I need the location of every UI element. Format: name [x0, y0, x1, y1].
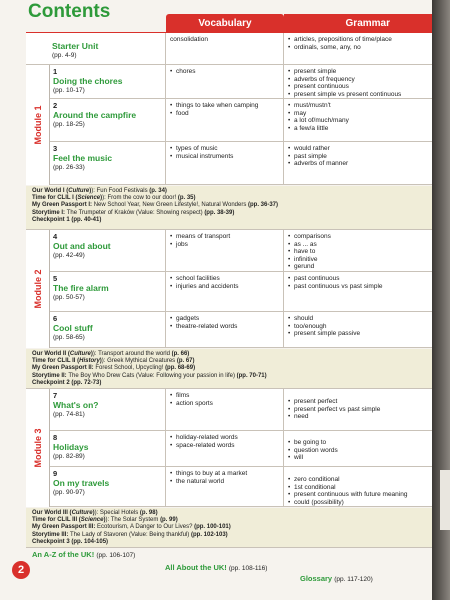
vocab-item: • types of music [170, 145, 279, 153]
unit-pages: (pp. 58-65) [53, 334, 85, 341]
grammar-item: • adverbs of frequency [288, 76, 428, 84]
grammar-item: • could (possibility) [288, 499, 428, 507]
unit-pages: (pp. 50-57) [53, 294, 85, 301]
unit-cell [50, 99, 166, 141]
module-1-extras [26, 186, 432, 230]
extras-line: Time for CLIL II (History)): Greek Mythical Creatures (p. 67) [32, 358, 195, 365]
unit-name: Out and about [53, 241, 111, 251]
grammar-cell [284, 230, 432, 271]
module-2-label: Module 2 [33, 269, 43, 309]
vocabulary-header: Vocabulary [166, 14, 284, 32]
grammar-item: • present continuous [288, 83, 428, 91]
grammar-item: • should [288, 315, 428, 323]
grammar-item: • present perfect vs past simple [288, 406, 428, 414]
vocab-item: • the natural world [170, 478, 279, 486]
starter-unit-pages: (pp. 4-9) [52, 52, 77, 59]
grammar-item: • articles, prepositions of time/place [288, 36, 428, 44]
unit-row [50, 431, 432, 467]
grammar-cell [284, 65, 432, 98]
vocab-cell [166, 99, 284, 141]
vocab-cell [166, 431, 284, 466]
grammar-item: • infinitive [288, 256, 428, 264]
starter-vocab: consolidation [170, 36, 208, 43]
page-title: Contents [28, 1, 111, 22]
grammar-item: • too/enough [288, 323, 428, 331]
grammar-item: • a lot of/much/many [288, 117, 428, 125]
unit-number: 9 [53, 469, 58, 478]
module-3-label: Module 3 [33, 428, 43, 468]
all-about-pages: (pp. 108-116) [228, 565, 268, 572]
grammar-item: • may [288, 110, 428, 118]
grammar-item: • must/mustn't [288, 102, 428, 110]
vocab-cell [166, 65, 284, 98]
vocab-item: • musical instruments [170, 153, 279, 161]
grammar-item: • present simple vs present continuous [288, 91, 428, 99]
module-1-label: Module 1 [33, 105, 43, 145]
grammar-item: • question words [288, 447, 428, 455]
extras-line: My Green Passport I: New School Year, New Green Lifestyle!, Natural Wonders (pp. 36-37) [32, 202, 279, 209]
unit-row [50, 272, 432, 312]
grammar-item: • present continuous with future meaning [288, 491, 428, 499]
book-edge [432, 0, 450, 600]
extras-line: Checkpoint 3 (pp. 104-105) [32, 538, 109, 545]
az-link[interactable] [32, 550, 135, 559]
unit-row [50, 142, 432, 185]
unit-cell [50, 431, 166, 466]
grammar-item: • gerund [288, 263, 428, 271]
grammar-item: • ordinals, some, any, no [288, 44, 428, 52]
unit-row [50, 230, 432, 272]
extras-line: My Green Passport II: Forest School, Upcycling! (pp. 68-69) [32, 365, 196, 372]
vocab-cell [166, 312, 284, 347]
unit-cell [50, 312, 166, 347]
vocab-item: • school facilities [170, 275, 279, 283]
module-1-band [26, 65, 50, 185]
unit-cell [50, 230, 166, 271]
grammar-item: • past continuous [288, 275, 428, 283]
grammar-item: • adverbs of manner [288, 160, 428, 168]
extras-line: Storytime III: The Lady of Stavoren (Value: Being thankful) (pp. 102-103) [32, 531, 228, 538]
unit-pages: (pp. 74-81) [53, 411, 85, 418]
az-title: An A-Z of the UK! [32, 550, 95, 559]
module-2-band [26, 230, 50, 348]
vocab-item: • chores [170, 68, 279, 76]
grammar-item: • have to [288, 248, 428, 256]
unit-name: Around the campfire [53, 110, 137, 120]
grammar-item: • a few/a little [288, 125, 428, 133]
unit-name: On my travels [53, 478, 110, 488]
grammar-item: • as ... as [288, 241, 428, 249]
grammar-cell [284, 312, 432, 347]
extras-line: Time for CLIL I (Science)): From the cow to our door! (p. 35) [32, 195, 196, 202]
grammar-item: • zero conditional [288, 476, 428, 484]
grammar-cell [284, 467, 432, 506]
vocab-item: • films [170, 392, 279, 400]
all-about-title: All About the UK! [165, 563, 227, 572]
starter-vocab-cell [166, 33, 284, 64]
unit-cell [50, 272, 166, 311]
page-number-badge: 2 [12, 561, 30, 579]
unit-number: 1 [53, 67, 58, 76]
unit-number: 7 [53, 391, 58, 400]
extras-line: Our World II (Culture)): Transport around the world (p. 66) [32, 351, 190, 357]
glossary-link[interactable] [300, 574, 373, 583]
module-2-extras [26, 349, 432, 389]
grammar-item: • present simple [288, 68, 428, 76]
unit-row [50, 389, 432, 431]
unit-row [50, 312, 432, 348]
grammar-item: • past simple [288, 153, 428, 161]
next-page-edge [440, 470, 450, 530]
vocab-cell [166, 230, 284, 271]
vocab-cell [166, 389, 284, 430]
extras-line: Checkpoint 2 (pp. 72-73) [32, 379, 102, 386]
glossary-title: Glossary [300, 574, 333, 583]
unit-number: 5 [53, 274, 58, 283]
unit-number: 4 [53, 232, 58, 241]
extras-line: Storytime II: The Boy Who Drew Cats (Value: Following your passion in life) (pp. 70-71) [32, 372, 267, 379]
grammar-item: • be going to [288, 439, 428, 447]
grammar-cell [284, 389, 432, 430]
vocab-item: • injuries and accidents [170, 283, 279, 291]
vocab-cell [166, 272, 284, 311]
vocab-item: • jobs [170, 241, 279, 249]
module-3-band [26, 389, 50, 507]
grammar-item: • need [288, 413, 428, 421]
unit-cell [50, 389, 166, 430]
module-3-extras [26, 508, 432, 548]
unit-row [50, 99, 432, 142]
unit-number: 6 [53, 314, 58, 323]
all-about-link[interactable] [165, 563, 267, 572]
unit-name: Holidays [53, 442, 89, 452]
unit-cell [50, 65, 166, 98]
unit-pages: (pp. 10-17) [53, 87, 85, 94]
unit-pages: (pp. 18-25) [53, 121, 85, 128]
vocab-cell [166, 467, 284, 506]
vocab-item: • holiday-related words [170, 434, 279, 442]
unit-cell [50, 142, 166, 184]
vocab-item: • gadgets [170, 315, 279, 323]
extras-line: Checkpoint 1 (pp. 40-41) [32, 216, 102, 223]
extras-line: Our World I (Culture)): Fun Food Festivals (p. 34) [32, 188, 167, 194]
unit-name: Feel the music [53, 153, 113, 163]
extras-line: Our World III (Culture)): Special Hotels (p. 98) [32, 510, 158, 516]
grammar-cell [284, 142, 432, 184]
unit-pages: (pp. 82-89) [53, 453, 85, 460]
starter-unit-name: Starter Unit [52, 41, 99, 51]
unit-row [50, 65, 432, 99]
grammar-item: • present simple passive [288, 330, 428, 338]
unit-name: Cool stuff [53, 323, 93, 333]
grammar-item: • will [288, 454, 428, 462]
vocab-item: • action sports [170, 400, 279, 408]
grammar-item: • past continuous vs past simple [288, 283, 428, 291]
grammar-cell [284, 99, 432, 141]
vocab-item: • space-related words [170, 442, 279, 450]
grammar-item: • comparisons [288, 233, 428, 241]
grammar-item: • would rather [288, 145, 428, 153]
unit-name: Doing the chores [53, 76, 123, 86]
starter-grammar-cell [284, 33, 432, 64]
vocab-item: • things to buy at a market [170, 470, 279, 478]
grammar-cell [284, 272, 432, 311]
grammar-item: • present perfect [288, 398, 428, 406]
starter-unit-cell [26, 33, 166, 64]
vocab-item: • things to take when camping [170, 102, 279, 110]
unit-name: What's on? [53, 400, 99, 410]
unit-pages: (pp. 26-33) [53, 164, 85, 171]
unit-number: 8 [53, 433, 58, 442]
extras-line: My Green Passport III: Ecotourism, A Danger to Our Lives? (pp. 100-101) [32, 524, 231, 531]
vocab-item: • means of transport [170, 233, 279, 241]
vocab-item: • food [170, 110, 279, 118]
grammar-header: Grammar [284, 14, 432, 32]
az-pages: (pp. 106-107) [96, 552, 136, 559]
unit-cell [50, 467, 166, 506]
grammar-cell [284, 431, 432, 466]
vocab-cell [166, 142, 284, 184]
vocab-item: • theatre-related words [170, 323, 279, 331]
unit-pages: (pp. 42-49) [53, 252, 85, 259]
unit-number: 3 [53, 144, 58, 153]
extras-line: Storytime I: The Trumpeter of Kraków (Value: Showing respect) (pp. 38-39) [32, 209, 235, 216]
extras-line: Time for CLIL III (Science)): The Solar System (p. 99) [32, 517, 178, 524]
glossary-pages: (pp. 117-120) [334, 576, 373, 583]
grammar-item: • 1st conditional [288, 484, 428, 492]
unit-row [50, 467, 432, 507]
starter-row [26, 33, 432, 65]
unit-pages: (pp. 90-97) [53, 489, 85, 496]
unit-number: 2 [53, 101, 58, 110]
unit-name: The fire alarm [53, 283, 109, 293]
